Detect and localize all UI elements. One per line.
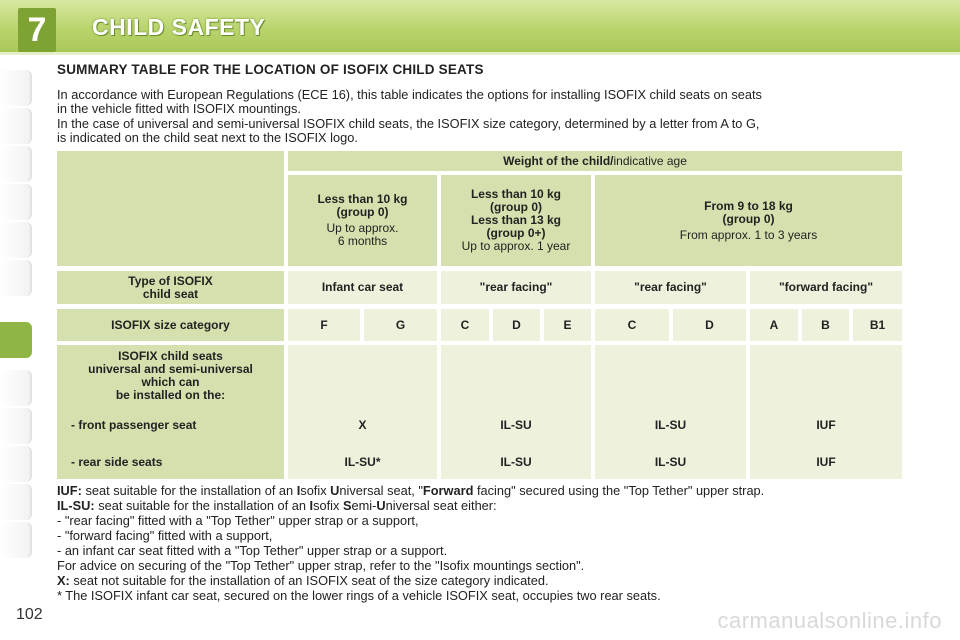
size-cell — [853, 309, 902, 341]
type-label-line: Type of ISOFIX — [128, 273, 213, 288]
type-cell — [595, 271, 746, 304]
note-bullet: - an infant car seat fitted with a "Top Tether" upper strap or a support. — [57, 543, 448, 558]
size-value: D — [512, 317, 521, 332]
intro-line: is indicated on the child seat next to the ISOFIX logo. — [57, 129, 358, 145]
group-weight: Less than 10 kg — [470, 187, 562, 201]
note-text: seat suitable for the installation of an — [94, 498, 310, 513]
group-age: 6 months — [337, 234, 388, 248]
group-weight: Less than 13 kg — [470, 213, 562, 227]
table-corner — [57, 151, 284, 266]
size-cell — [493, 309, 540, 341]
type-label — [57, 271, 284, 304]
chapter-tab[interactable] — [0, 370, 32, 406]
weight-header-rest: indicative age — [613, 153, 687, 168]
cell-value: IL-SU — [500, 418, 532, 432]
weight-header — [288, 151, 902, 171]
note-x — [57, 573, 549, 588]
group-age: Up to approx. — [326, 221, 399, 235]
type-cell — [441, 271, 591, 304]
cell-value: X — [358, 418, 367, 432]
note-text: seat suitable for the installation of an — [81, 483, 297, 498]
size-value: C — [460, 317, 470, 332]
note-text: sofix — [300, 483, 331, 498]
intro-paragraph-1 — [57, 88, 907, 115]
value-column — [595, 345, 746, 479]
note-bullet: - "forward facing" fitted with a support, — [57, 528, 273, 543]
intro-paragraph-2 — [57, 117, 907, 144]
group-cell — [595, 175, 902, 266]
size-cell — [441, 309, 489, 341]
note-advice: For advice on securing of the "Top Tether" upper strap, refer to the "Isofix mountings section". — [57, 558, 585, 573]
size-cell — [673, 309, 746, 341]
group-cell — [441, 175, 591, 266]
chapter-tab[interactable] — [0, 108, 32, 144]
size-value: B — [821, 317, 830, 332]
cell-value: IUF — [816, 418, 836, 432]
size-cell — [288, 309, 360, 341]
size-value: A — [769, 317, 779, 332]
type-value: "rear facing" — [634, 280, 707, 294]
section-title: SUMMARY TABLE FOR THE LOCATION OF ISOFIX CHILD SEATS — [57, 62, 484, 77]
note-text: niversal seat either: — [385, 498, 497, 513]
note-key: IL-SU: — [57, 498, 95, 513]
weight-header-bold: Weight of the child/ — [503, 153, 614, 168]
chapter-tab[interactable] — [0, 146, 32, 182]
chapter-title: CHILD SAFETY — [92, 14, 266, 40]
size-label — [57, 309, 284, 341]
group-age: Up to approx. 1 year — [461, 239, 571, 253]
install-label-line: which can — [141, 375, 200, 389]
size-value: G — [395, 317, 406, 332]
group-cell — [288, 175, 437, 266]
chapter-tab[interactable] — [0, 222, 32, 258]
type-cell — [750, 271, 902, 304]
cell-value: IUF — [816, 455, 836, 469]
cell-value: IL-SU* — [344, 455, 381, 469]
note-text: emi- — [351, 498, 377, 513]
cell-value: IL-SU — [500, 455, 532, 469]
note-bold: Forward — [422, 483, 474, 498]
row-label-front: - front passenger seat — [71, 418, 197, 432]
chapter-tab[interactable] — [0, 484, 32, 520]
chapter-tab[interactable] — [0, 522, 32, 558]
size-value: F — [320, 317, 328, 332]
chapter-tab[interactable] — [0, 184, 32, 220]
row-label-rear: - rear side seats — [71, 455, 163, 469]
note-text: sofix — [313, 498, 343, 513]
size-cell — [595, 309, 669, 341]
value-column — [441, 345, 591, 479]
note-star: * The ISOFIX infant car seat, secured on the lower rings of a vehicle ISOFIX seat, occupies two rear seats. — [57, 588, 661, 603]
note-ilsu — [57, 498, 497, 513]
note-letter: S — [342, 498, 352, 513]
note-iuf — [57, 483, 764, 498]
type-value: Infant car seat — [321, 280, 404, 294]
page-number: 102 — [16, 606, 43, 623]
note-text: facing" secured using the "Top Tether" upper strap. — [473, 483, 765, 498]
group-name: (group 0) — [490, 200, 542, 214]
cell-value: IL-SU — [654, 418, 687, 432]
intro-line: In accordance with European Regulations (ECE 16), this table indicates the options for installing ISOFIX child seats on seats — [57, 87, 762, 102]
note-letter: U — [376, 498, 386, 513]
value-column — [750, 345, 902, 479]
size-cell — [750, 309, 798, 341]
note-key: IUF: — [57, 483, 82, 498]
note-letter: I — [309, 498, 314, 513]
group-weight: From 9 to 18 kg — [704, 198, 793, 213]
install-label — [57, 345, 284, 479]
note-key: X: — [57, 573, 70, 588]
install-label-line: be installed on the: — [115, 388, 226, 402]
chapter-header — [0, 0, 960, 52]
note-text: niversal seat, " — [339, 483, 423, 498]
install-label-line: universal and semi-universal — [88, 362, 253, 376]
install-label-line: ISOFIX child seats — [118, 349, 223, 363]
value-column — [288, 345, 437, 479]
chapter-tab[interactable] — [0, 408, 32, 444]
chapter-tab[interactable] — [0, 446, 32, 482]
chapter-tab[interactable] — [0, 70, 32, 106]
chapter-number: 7 — [18, 8, 56, 52]
note-text: seat not suitable for the installation of an ISOFIX seat of the size category indicated. — [69, 573, 549, 588]
watermark: carmanualsonline.info — [717, 608, 942, 633]
note-letter: I — [296, 483, 301, 498]
size-cell — [544, 309, 591, 341]
type-label-line: child seat — [142, 286, 199, 301]
chapter-tab-active[interactable] — [0, 322, 32, 358]
intro-line: In the case of universal and semi-universal ISOFIX child seats, the ISOFIX size category, determined by a letter from A to G, — [57, 116, 760, 131]
size-cell — [802, 309, 849, 341]
group-age: From approx. 1 to 3 years — [679, 227, 818, 242]
size-value: D — [705, 317, 714, 332]
size-label-text: ISOFIX size category — [111, 317, 230, 332]
group-name: (group 0) — [722, 211, 775, 226]
chapter-tab[interactable] — [0, 260, 32, 296]
type-value: "rear facing" — [479, 280, 553, 294]
type-value: "forward facing" — [778, 280, 874, 294]
intro-line: in the vehicle fitted with ISOFIX mountings. — [57, 100, 301, 116]
group-name: (group 0) — [336, 205, 389, 219]
size-value: E — [563, 317, 572, 332]
size-value: C — [627, 317, 637, 332]
size-cell — [364, 309, 437, 341]
cell-value: IL-SU — [654, 455, 687, 469]
note-bullet: - "rear facing" fitted with a "Top Tether" upper strap or a support, — [57, 513, 419, 528]
type-cell — [288, 271, 437, 304]
group-weight: Less than 10 kg — [317, 192, 408, 206]
size-value: B1 — [869, 317, 886, 332]
note-letter: U — [330, 483, 340, 498]
group-name: (group 0+) — [486, 226, 546, 240]
